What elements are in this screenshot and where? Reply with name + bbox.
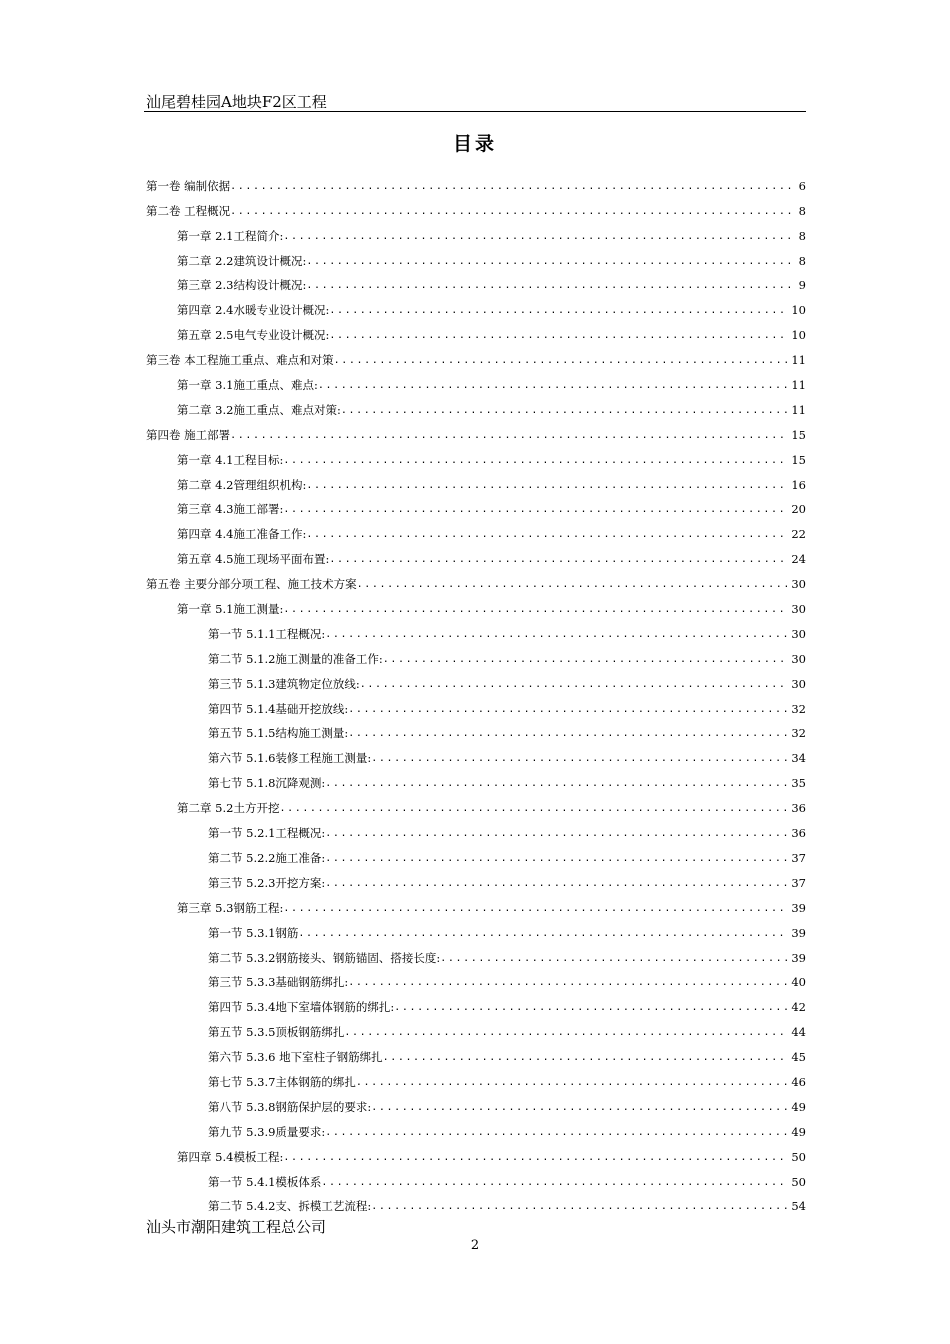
toc-leader-dots [325, 777, 788, 792]
toc-entry-page: 40 [791, 975, 806, 990]
toc-entry-label: 第四节 5.1.4基础开挖放线: [208, 701, 349, 716]
toc-entry-page: 32 [791, 701, 806, 716]
toc-entry-label: 第五卷 主要分部分项工程、施工技术方案 [146, 577, 357, 592]
toc-entry[interactable] [146, 494, 806, 519]
toc-entry[interactable] [146, 942, 806, 967]
toc-entry[interactable] [146, 693, 806, 718]
toc-leader-dots [394, 1001, 788, 1016]
toc-entry[interactable] [146, 170, 806, 195]
toc-entry[interactable] [146, 444, 806, 469]
toc-leader-dots [383, 1051, 789, 1066]
toc-entry-page: 46 [791, 1074, 806, 1089]
toc-entry-page: 24 [791, 552, 806, 567]
toc-entry[interactable] [146, 543, 806, 568]
toc-leader-dots [360, 678, 789, 693]
toc-entry-label: 第二卷 工程概况 [146, 203, 231, 218]
page-number: 2 [470, 1238, 480, 1253]
toc-entry[interactable] [146, 518, 806, 543]
toc-entry[interactable] [146, 245, 806, 270]
toc-entry-label: 第四卷 施工部署 [146, 427, 231, 442]
toc-leader-dots [348, 727, 788, 742]
toc-entry-page: 30 [791, 626, 806, 641]
toc-leader-dots [230, 205, 796, 220]
toc-entry-page: 10 [791, 303, 806, 318]
toc-entry-page: 54 [791, 1199, 806, 1214]
toc-entry-label: 第一节 5.4.1模板体系 [208, 1174, 322, 1189]
toc-leader-dots [283, 454, 788, 469]
toc-entry[interactable] [146, 568, 806, 593]
toc-entry[interactable] [146, 1091, 806, 1116]
toc-leader-dots [341, 404, 789, 419]
toc-entry-label: 第五节 5.1.5结构施工测量: [208, 726, 349, 741]
toc-leader-dots [306, 479, 788, 494]
toc-leader-dots [283, 230, 795, 245]
toc-leader-dots [334, 354, 789, 369]
toc-leader-dots [230, 180, 796, 195]
toc-entry-label: 第四章 4.4施工准备工作: [177, 527, 307, 542]
toc-leader-dots [298, 927, 788, 942]
toc-entry-page: 35 [791, 776, 806, 791]
toc-entry-page: 44 [791, 1025, 806, 1040]
toc-entry[interactable] [146, 842, 806, 867]
toc-entry-page: 10 [791, 328, 806, 343]
toc-entry[interactable] [146, 220, 806, 245]
toc-entry-page: 32 [791, 726, 806, 741]
toc-leader-dots [306, 255, 795, 270]
header-divider [144, 111, 806, 112]
toc-entry[interactable] [146, 195, 806, 220]
toc-entry-page: 6 [798, 178, 806, 193]
toc-entry-label: 第一章 3.1施工重点、难点: [177, 378, 318, 393]
toc-entry-label: 第一节 5.1.1工程概况: [208, 626, 326, 641]
toc-leader-dots [371, 1200, 788, 1215]
toc-entry[interactable] [146, 1116, 806, 1141]
toc-entry[interactable] [146, 394, 806, 419]
toc-leader-dots [344, 1026, 788, 1041]
toc-leader-dots [325, 827, 788, 842]
toc-entry-label: 第五节 5.3.5顶板钢筋绑扎 [208, 1025, 345, 1040]
toc-entry-page: 45 [791, 1050, 806, 1065]
toc-entry-label: 第三章 5.3钢筋工程: [177, 900, 284, 915]
toc-entry[interactable] [146, 419, 806, 444]
toc-entry-label: 第四章 2.4水暖专业设计概况: [177, 303, 330, 318]
toc-entry[interactable] [146, 1166, 806, 1191]
toc-entry-page: 49 [791, 1099, 806, 1114]
toc-entry-page: 37 [791, 850, 806, 865]
toc-entry-label: 第二节 5.1.2施工测量的准备工作: [208, 651, 383, 666]
toc-entry-page: 15 [791, 452, 806, 467]
toc-entry-label: 第三节 5.2.3开挖方案: [208, 875, 326, 890]
toc-leader-dots [348, 703, 788, 718]
toc-entry-label: 第二节 5.4.2支、拆模工艺流程: [208, 1199, 372, 1214]
toc-entry-label: 第九节 5.3.9质量要求: [208, 1124, 326, 1139]
toc-entry-label: 第三章 2.3结构设计概况: [177, 278, 307, 293]
toc-entry[interactable] [146, 469, 806, 494]
toc-entry-label: 第四章 5.4模板工程: [177, 1149, 284, 1164]
toc-leader-dots [325, 628, 788, 643]
toc-leader-dots [329, 304, 788, 319]
toc-entry[interactable] [146, 1141, 806, 1166]
toc-entry[interactable] [146, 1016, 806, 1041]
toc-entry-label: 第五章 4.5施工现场平面布置: [177, 552, 330, 567]
toc-entry[interactable] [146, 917, 806, 942]
toc-entry-page: 9 [798, 278, 806, 293]
toc-entry-label: 第八节 5.3.8钢筋保护层的要求: [208, 1099, 372, 1114]
toc-entry-page: 8 [798, 228, 806, 243]
toc-entry-page: 34 [791, 751, 806, 766]
toc-entry-page: 8 [798, 203, 806, 218]
toc-entry[interactable] [146, 668, 806, 693]
toc-entry[interactable] [146, 767, 806, 792]
toc-entry-label: 第一章 2.1工程简介: [177, 228, 284, 243]
toc-entry-label: 第一卷 编制依据 [146, 178, 231, 193]
toc-leader-dots [283, 603, 788, 618]
toc-entry[interactable] [146, 593, 806, 618]
toc-entry-label: 第一章 4.1工程目标: [177, 452, 284, 467]
toc-entry-label: 第二章 4.2管理组织机构: [177, 477, 307, 492]
toc-entry-page: 50 [791, 1149, 806, 1164]
toc-leader-dots [383, 653, 789, 668]
toc-entry[interactable] [146, 294, 806, 319]
toc-entry[interactable] [146, 792, 806, 817]
toc-entry-label: 第三节 5.3.3基础钢筋绑扎: [208, 975, 349, 990]
toc-leader-dots [318, 379, 789, 394]
toc-entry-label: 第二章 5.2土方开挖 [177, 801, 280, 816]
toc-leader-dots [306, 528, 788, 543]
toc-entry[interactable] [146, 369, 806, 394]
toc-entry[interactable] [146, 270, 806, 295]
toc-leader-dots [329, 329, 788, 344]
toc-entry-page: 42 [791, 1000, 806, 1015]
toc-entry-page: 8 [798, 253, 806, 268]
toc-leader-dots [283, 902, 788, 917]
toc-entry-label: 第二节 5.3.2钢筋接头、钢筋锚固、搭接长度: [208, 950, 441, 965]
page-footer: 汕头市潮阳建筑工程总公司 [146, 1218, 327, 1236]
toc-entry[interactable] [146, 319, 806, 344]
toc-entry[interactable] [146, 1066, 806, 1091]
toc-leader-dots [371, 1101, 788, 1116]
toc-entry-label: 第七节 5.3.7主体钢筋的绑扎 [208, 1074, 356, 1089]
toc-entry[interactable] [146, 991, 806, 1016]
toc-entry[interactable] [146, 718, 806, 743]
toc-leader-dots [356, 1076, 788, 1091]
toc-entry-label: 第三卷 本工程施工重点、难点和对策 [146, 353, 334, 368]
toc-entry-label: 第四节 5.3.4地下室墙体钢筋的绑扎: [208, 1000, 395, 1015]
toc-entry-page: 39 [791, 950, 806, 965]
toc-leader-dots [325, 877, 788, 892]
toc-leader-dots [283, 1151, 788, 1166]
toc-entry-page: 37 [791, 875, 806, 890]
page-header: 汕尾碧桂园A地块F2区工程 [146, 93, 327, 111]
toc-entry-label: 第一节 5.2.1工程概况: [208, 826, 326, 841]
toc-entry[interactable] [146, 1041, 806, 1066]
toc-leader-dots [283, 503, 788, 518]
toc-entry-label: 第六节 5.1.6装修工程施工测量: [208, 751, 372, 766]
toc-leader-dots [440, 952, 788, 967]
toc-leader-dots [230, 429, 788, 444]
toc-entry-page: 11 [791, 402, 806, 417]
toc-entry[interactable] [146, 618, 806, 643]
toc-entry-page: 30 [791, 651, 806, 666]
toc-entry-page: 50 [791, 1174, 806, 1189]
toc-leader-dots [321, 1176, 788, 1191]
toc-entry[interactable] [146, 867, 806, 892]
toc-entry[interactable] [146, 643, 806, 668]
toc-entry-label: 第一节 5.3.1钢筋 [208, 925, 299, 940]
toc-entry[interactable] [146, 344, 806, 369]
toc-entry-page: 16 [791, 477, 806, 492]
toc-entry[interactable] [146, 817, 806, 842]
toc-entry-label: 第二章 2.2建筑设计概况: [177, 253, 307, 268]
toc-entry-page: 11 [791, 378, 806, 393]
toc-entry-label: 第一章 5.1施工测量: [177, 602, 284, 617]
toc-entry-label: 第二章 3.2施工重点、难点对策: [177, 402, 341, 417]
toc-entry-label: 第七节 5.1.8沉降观测: [208, 776, 326, 791]
toc-leader-dots [325, 1126, 788, 1141]
toc-entry-page: 36 [791, 826, 806, 841]
toc-entry-label: 第五章 2.5电气专业设计概况: [177, 328, 330, 343]
toc-entry-page: 30 [791, 602, 806, 617]
toc-leader-dots [306, 279, 795, 294]
toc-entry[interactable] [146, 967, 806, 992]
toc-entry[interactable] [146, 1191, 806, 1216]
toc-entry-page: 15 [791, 427, 806, 442]
toc-leader-dots [348, 976, 788, 991]
toc-entry-label: 第三节 5.1.3建筑物定位放线: [208, 676, 360, 691]
table-of-contents [146, 170, 806, 1215]
toc-leader-dots [325, 852, 788, 867]
toc-entry-page: 49 [791, 1124, 806, 1139]
toc-leader-dots [371, 752, 788, 767]
toc-entry-page: 11 [791, 353, 806, 368]
toc-entry-page: 30 [791, 577, 806, 592]
toc-entry-page: 36 [791, 801, 806, 816]
toc-entry-label: 第二节 5.2.2施工准备: [208, 850, 326, 865]
toc-entry-page: 39 [791, 900, 806, 915]
toc-entry-page: 30 [791, 676, 806, 691]
toc-title: 目录 [452, 133, 497, 155]
toc-entry[interactable] [146, 742, 806, 767]
toc-leader-dots [279, 802, 788, 817]
toc-entry-label: 第三章 4.3施工部署: [177, 502, 284, 517]
toc-entry-page: 22 [791, 527, 806, 542]
toc-leader-dots [357, 578, 789, 593]
toc-leader-dots [329, 553, 788, 568]
toc-entry-page: 39 [791, 925, 806, 940]
toc-entry[interactable] [146, 892, 806, 917]
toc-entry-label: 第六节 5.3.6 地下室柱子钢筋绑扎 [208, 1050, 383, 1065]
toc-entry-page: 20 [791, 502, 806, 517]
